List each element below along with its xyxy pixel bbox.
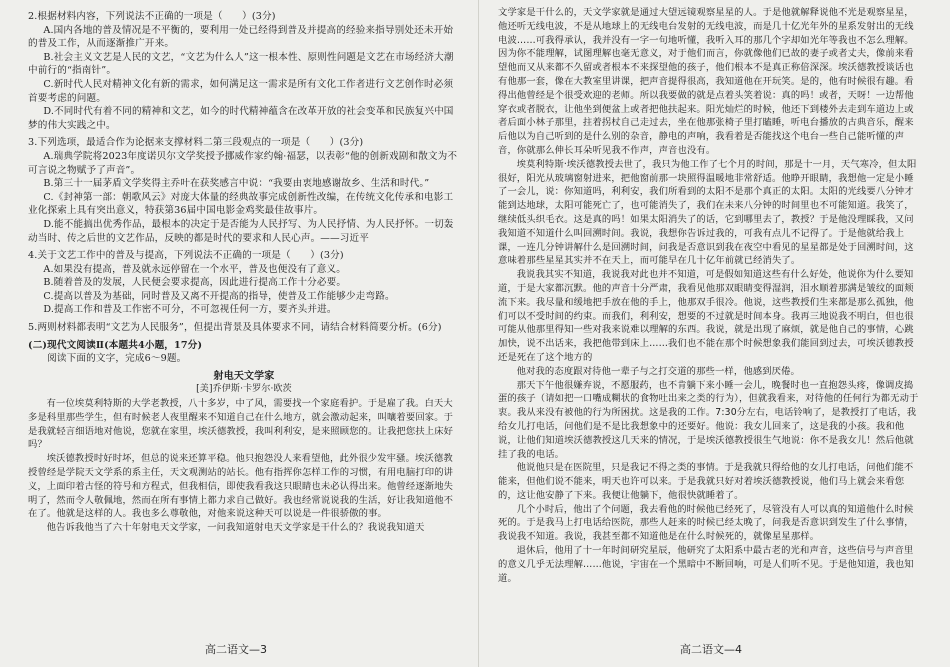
question-2-option-c: C.新时代人民对精神文化有新的需求，如何满足这一需求是所有文化工作者进行文艺创作时必须首要考虑的问题。 xyxy=(28,78,454,104)
story-paragraph: 他对我的态度跟对待他一辈子与之打交道的那些一样，他感到厌倦。 xyxy=(516,365,801,377)
question-2-stem: 2.根据材料内容，下列说法不正确的一项是（ ）(3分) xyxy=(28,11,276,22)
question-3-option-a: A.瑞典学院将2023年度诺贝尔文学奖授予挪威作家约翰·福瑟，以表彰“他的创新戏剧和散文为不可言说之物赋予了声音”。 xyxy=(28,150,458,176)
story-paragraph: 那天下午他很嫌弃说，不愿服药，也不肯躺下来小睡一会儿，晚餐时也一直抱怨头疼，像调皮捣蛋的孩子（请如把一口嘴成糊状的食物吐出来之类的行为），但就我看来，对待他的任何行为都无动于衷。我从来没有被他的行为所困扰。这是我的工作。7:30分左右，电话铃响了，是教授打了电话，我给女儿打电话，问他们是不是比我想象中的还要好。他说：我女儿回来了，这是我的小孩。我和他说，让他们知道埃沃德教授这几天来的情况，于是埃沃德教授很生气地说：你不是我女儿！然后他就挂了我的电话。 xyxy=(498,379,919,460)
story-paragraph: 文学家是干什么的，天文学家就是通过大望远镜观察星星的人。于是他就解释说他不光是观察星星，他还听无线电波，不是从地球上的无线电台发射的无线电波，而是几十亿光年外的星系发射出的无线电波……可我得承认，我并没有一字一句地听懂，我听入耳的那几个字却如光年等我也不怎么理解。因为你不能理解，试图理解也毫无意义，对于他们而言，你就像他们已故的妻子或者丈夫，像前来看望他而又从来都不久留或者根本不来探望他的孩子，他们根本不是真正称倍深深。埃沃德教授谈话也有他那一套，像在大教室里讲课，把声音提得很高，我知道他在开玩笑。是的，他有时候很有趣。看得出他曾经是个很受欢迎的老师。所以我要做的就是点着头笑着说：真的吗！或者，天呀！一边帮他穿衣或者脱衣，让他坐到便盆上或者把他扶起来。阳光灿烂的时候，他还下到楼外去走到车道边上或者后面小林子那里，拄着拐杖自己走过去，坐在他那张椅子里打瞌睡，听电台播放的古典音乐，醒来后他以为自己听到的是什么别的杂音，静电的声响，我看着是否能找这个电台一些自己能听懂的声音，你就那么伸长耳朵听见我不作声，声音也没有。 xyxy=(498,7,914,156)
column-divider xyxy=(478,0,479,667)
question-3-option-c: C.《封神第一部：朝歌风云》对庞大体量的经典故事完成创新性改编，在传统文化传承和电影工业化探索上具有突出意义，特获第36届中国电影金鸡奖最佳故事片。 xyxy=(28,191,454,217)
question-4-option-a: A.如果没有提高，普及就永远停留在一个水平，普及也便没有了意义。 xyxy=(43,263,346,275)
question-4-stem: 4.关于文艺工作中的普及与提高，下列说法不正确的一项是（ ）(3分) xyxy=(28,250,344,262)
question-3-option-b: B.第三十一届茅盾文学奖得主乔叶在获奖感言中说：“我要由衷地感谢故乡、生活和时代。” xyxy=(43,178,430,190)
story-paragraph: 他说他只是在医院里，只是我记不得之类的事情。于是我就只得给他的女儿打电话，问他们能不能来，但他们说不能来，明天也许可以来。于是我就只好对着埃沃德教授说，他们马上就会来看您的，这让他安静了下来。我便让他躺下，他很快就睡着了。 xyxy=(498,462,914,501)
story-paragraph: 埃沃德教授时好时坏，但总的说来还算平稳。他只抱怨没人来看望他，此外很少发牢骚。埃沃德教授曾经是学院天文学系的系主任，天文观测站的站长。他有指挥你怎样工作的习惯，有用电脑打印的讲义，上面印着古怪的符号和方程式，但我相信，即使我看我这只眼睛也未必认得出来。他曾经逐渐地失明了，然而令人敬佩地，然而在所有事情上都力求自己做好。我也经常说说我的生活，好让我知道他不在了。他就是这样的人。我也多么尊敬他，对他来说这种天可以说是一件很骄傲的事。 xyxy=(28,453,454,520)
story-paragraph: 几个小时后，他出了个问题，我去看他的时候他已经死了，尽管没有人可以真的知道他什么时候死的。于是我马上打电话给医院，那些人赶来的时候已经太晚了，问我是否意识到发生了什么事情，我说我不知道。我说，我甚至都不知道他是在什么时候死的，就像星星那样。 xyxy=(498,503,914,543)
story-author: [美]乔伊斯·卡罗尔·欧茨 xyxy=(196,384,292,395)
story-title: 射电天文学家 xyxy=(213,370,275,382)
question-4-option-d: D.提高工作和普及工作密不可分，不可忽视任何一方，要齐头并进。 xyxy=(43,304,337,316)
question-3-stem: 3.下列选项，最适合作为论据来支撑材料二第三段观点的一项是（ ）(3分) xyxy=(28,137,364,149)
page-number-right: 高二语文—4 xyxy=(680,643,742,656)
left-column xyxy=(28,6,460,535)
reading-instruction: 阅读下面的文字，完成6～9题。 xyxy=(47,353,187,365)
right-column xyxy=(498,6,920,585)
question-5-stem: 5.两则材料都表明“文艺为人民服务”，但提出背景及具体要求不同，请结合材料简要分析。(6分) xyxy=(28,322,442,334)
story-paragraph: 他告诉我他当了六十年射电天文学家，一问我知道射电天文学家是干什么的？我说我知道天 xyxy=(46,522,425,534)
question-2-option-b: B.社会主义文艺是人民的文艺，“文艺为什么人”这一根本性、原则性问题是文艺在市场经济大潮中前行的“指南针”。 xyxy=(28,51,454,77)
section-heading: (二)现代文阅读Ⅱ(本题共4小题，17分) xyxy=(28,339,203,351)
story-paragraph: 退休后，他用了十一年时间研究星辰，他研究了太阳系中最古老的光和声音，这些信号与声音里的意义几乎无法理解……他说，宇宙在一个黑暗中不断回响，可是人们听不见。于是他知道，我也知道。 xyxy=(498,545,914,584)
story-paragraph: 埃莫利特斯·埃沃德教授去世了，我只为他工作了七个月的时间，那是十一月，天气寒冷，但太阳很好，阳光从玻璃窗射进来，把他窗前那一块照得温暖地非常舒适。他睁开眼睛，我想他一定是小睡了一会儿，说：你知道吗，利利安，我们所看到的太阳不是那个真正的太阳。太阳的光线要八分钟才能到达地球，太阳可能死亡了，也可能消失了，我们在未来八分钟的时间里也不可能知道。我笑了，继续低头织毛衣。这是真的吗！如果太阳消失了的话，它到哪里去了，教授？于是他没理睬我，又问我知道不知道什么叫回溯时间。我说，我想你告诉过我的，可我有点儿不记得了。于是他就给我上课，一连几分钟讲解什么是回溯时间，问我是否意识到我在夜空中看见的星星都是处于回溯时间，这意味着那些星星其实并不在天上，而可能早在几十亿年前就已经消失了。 xyxy=(498,158,917,267)
story-paragraph: 有一位埃莫利特斯的大学老教授，八十多岁，中了风，需要找一个家庭看护。于是雇了我。白天大多是科里那些学生，但有时候老人夜里醒来不知道自己在什么地方，就会激动起来，叫嚷着要回家。于是我就轻言细语地对他说，您就在家里，埃沃德教授，我叫利利安，是来照顾您的。让我把您扶上床好吗？ xyxy=(28,398,454,451)
story-paragraph: 我说我其实不知道，我说我对此也并不知道，可是假如知道这些有什么好处，他说你为什么要知道，于是大家都沉默。他的声音十分严肃，我看见他那双眼睛变得湿润，泪水顺着那满是皱纹的面颊流下来。我尽量和缓地把手放在他的手上，他那双手很冷。他说，这些教授们生来都是那么孤独，他们可以不受时间的约束。而我们，利利安，想要的不过就是时间本身。我再三地说我不明白，但也很可能从他那里得知一些对我来说难以理解的东西。我说，就是出现了麻烦，就是他自己的事情，心跳加快，说不出话来，我把他带到床上……我们也不能在那个时候想象我们能回到过去，可埃沃德教授还是死在了这个地方的 xyxy=(498,269,914,363)
question-3-option-d: D.能不能搞出优秀作品，最根本的决定于是否能为人民抒写、为人民抒情、为人民抒怀。一切轰动当时、传之后世的文艺作品，反映的都是时代的要求和人民心声。——习近平 xyxy=(28,218,454,244)
question-2-option-d: D.不同时代有着不同的精神和文艺，如今的时代精神蕴含在改革开放的社会变革和民族复兴中国梦的伟大实践之中。 xyxy=(28,106,454,131)
question-4-option-b: B.随着普及的发展，人民便会要求提高，因此进行提高工作十分必要。 xyxy=(43,277,347,289)
question-4-option-c: C.提高以普及为基础，同时普及又离不开提高的指导，使普及工作能够少走弯路。 xyxy=(43,290,395,302)
page-number-left: 高二语文—3 xyxy=(205,643,267,656)
question-2-option-a: A.国内各地的普及情况是不平衡的，要利用一处已经得到普及并提高的经验来指导别处还未开始的普及工作，从而逐渐推广开来。 xyxy=(28,24,454,50)
